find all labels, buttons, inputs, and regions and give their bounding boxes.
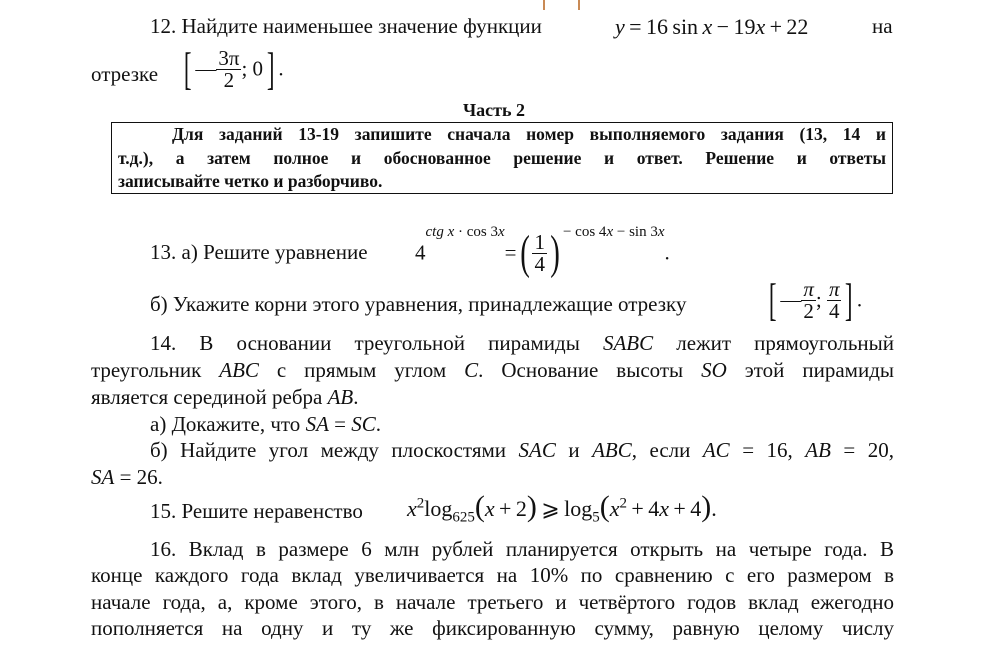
figure-fragment: [543, 0, 545, 10]
figure-fragment: [578, 0, 580, 10]
task13b-label: б) Укажите корни этого уравнения, принадлежащие отрезку: [150, 292, 687, 316]
instruction-line: т.д.), а затем полное и обоснованное решение и ответ. Решение и ответы: [118, 147, 886, 168]
task12-line2: отрезке: [91, 62, 159, 86]
task14-a: а) Докажите, что SA = SC.: [150, 412, 381, 436]
interval-denominator: 2: [223, 67, 235, 92]
task14-line1: 14. В основании треугольной пирамиды SABC лежит прямоугольный: [150, 331, 894, 355]
task14-line2: треугольник ABC с прямым углом C. Основание высоты SO этой пирамиды: [91, 358, 894, 382]
interval-rest: ; 0: [241, 56, 264, 81]
instruction-line: записывайте четко и разборчиво.: [118, 171, 383, 191]
task12-interval: [ — $\frac{3\pi}{2}$ ; 0] .: [183, 43, 284, 94]
task16-line1: 16. Вклад в размере 6 млн рублей планируется открыть на четыре года. В: [150, 537, 894, 561]
task16-line3: начале года, а, кроме этого, в начале третьего и четвёртого годов вклад ежегодно: [91, 590, 894, 614]
task14-b1: б) Найдите угол между плоскостями SAC и ABC, если AC = 16, AB = 20,: [150, 438, 894, 462]
task12-formula: y = 16 sin x − 19x + 22: [615, 14, 809, 39]
task14-line3: является серединой ребра AB.: [91, 385, 359, 409]
part2-title: Часть 2: [462, 100, 526, 120]
part2-instruction-box: [111, 122, 893, 194]
task12-tail: на: [872, 14, 893, 38]
task13-equation: $4^{ctg x \cdot cos 3x}=$( $\frac{1}{4}$ ) $^{- cos 4x - sin 3x}$.: [415, 224, 670, 280]
task13a-label: 13. а) Решите уравнение: [150, 240, 368, 264]
instruction-line: Для заданий 13-19 запишите сначала номер выполняемого задания (13, 14 и: [172, 124, 886, 144]
task12-line1: [150, 14, 542, 39]
task15-inequality: $x^2\log_{625}(x + 2)$ ⩾ $\log_5(x^2 + 4x + 4)$.: [407, 490, 717, 526]
task13b-interval: [ — $\frac{\pi}{2}$ ; $\frac{\pi}{4}$ ] .: [768, 274, 863, 325]
task12-text: 12. Найдите наименьшее значение функции: [150, 14, 542, 38]
task15-label: 15. Решите неравенство: [150, 499, 363, 523]
task14-b2: SA = 26.: [91, 465, 163, 489]
task16-line2: конце каждого года вклад увеличивается на 10% по сравнению с его размером в: [91, 563, 894, 587]
interval-numerator: 3π: [218, 45, 240, 70]
task16-line4: пополняется на одну и ту же фиксированную сумму, равную целому числу: [91, 616, 894, 640]
